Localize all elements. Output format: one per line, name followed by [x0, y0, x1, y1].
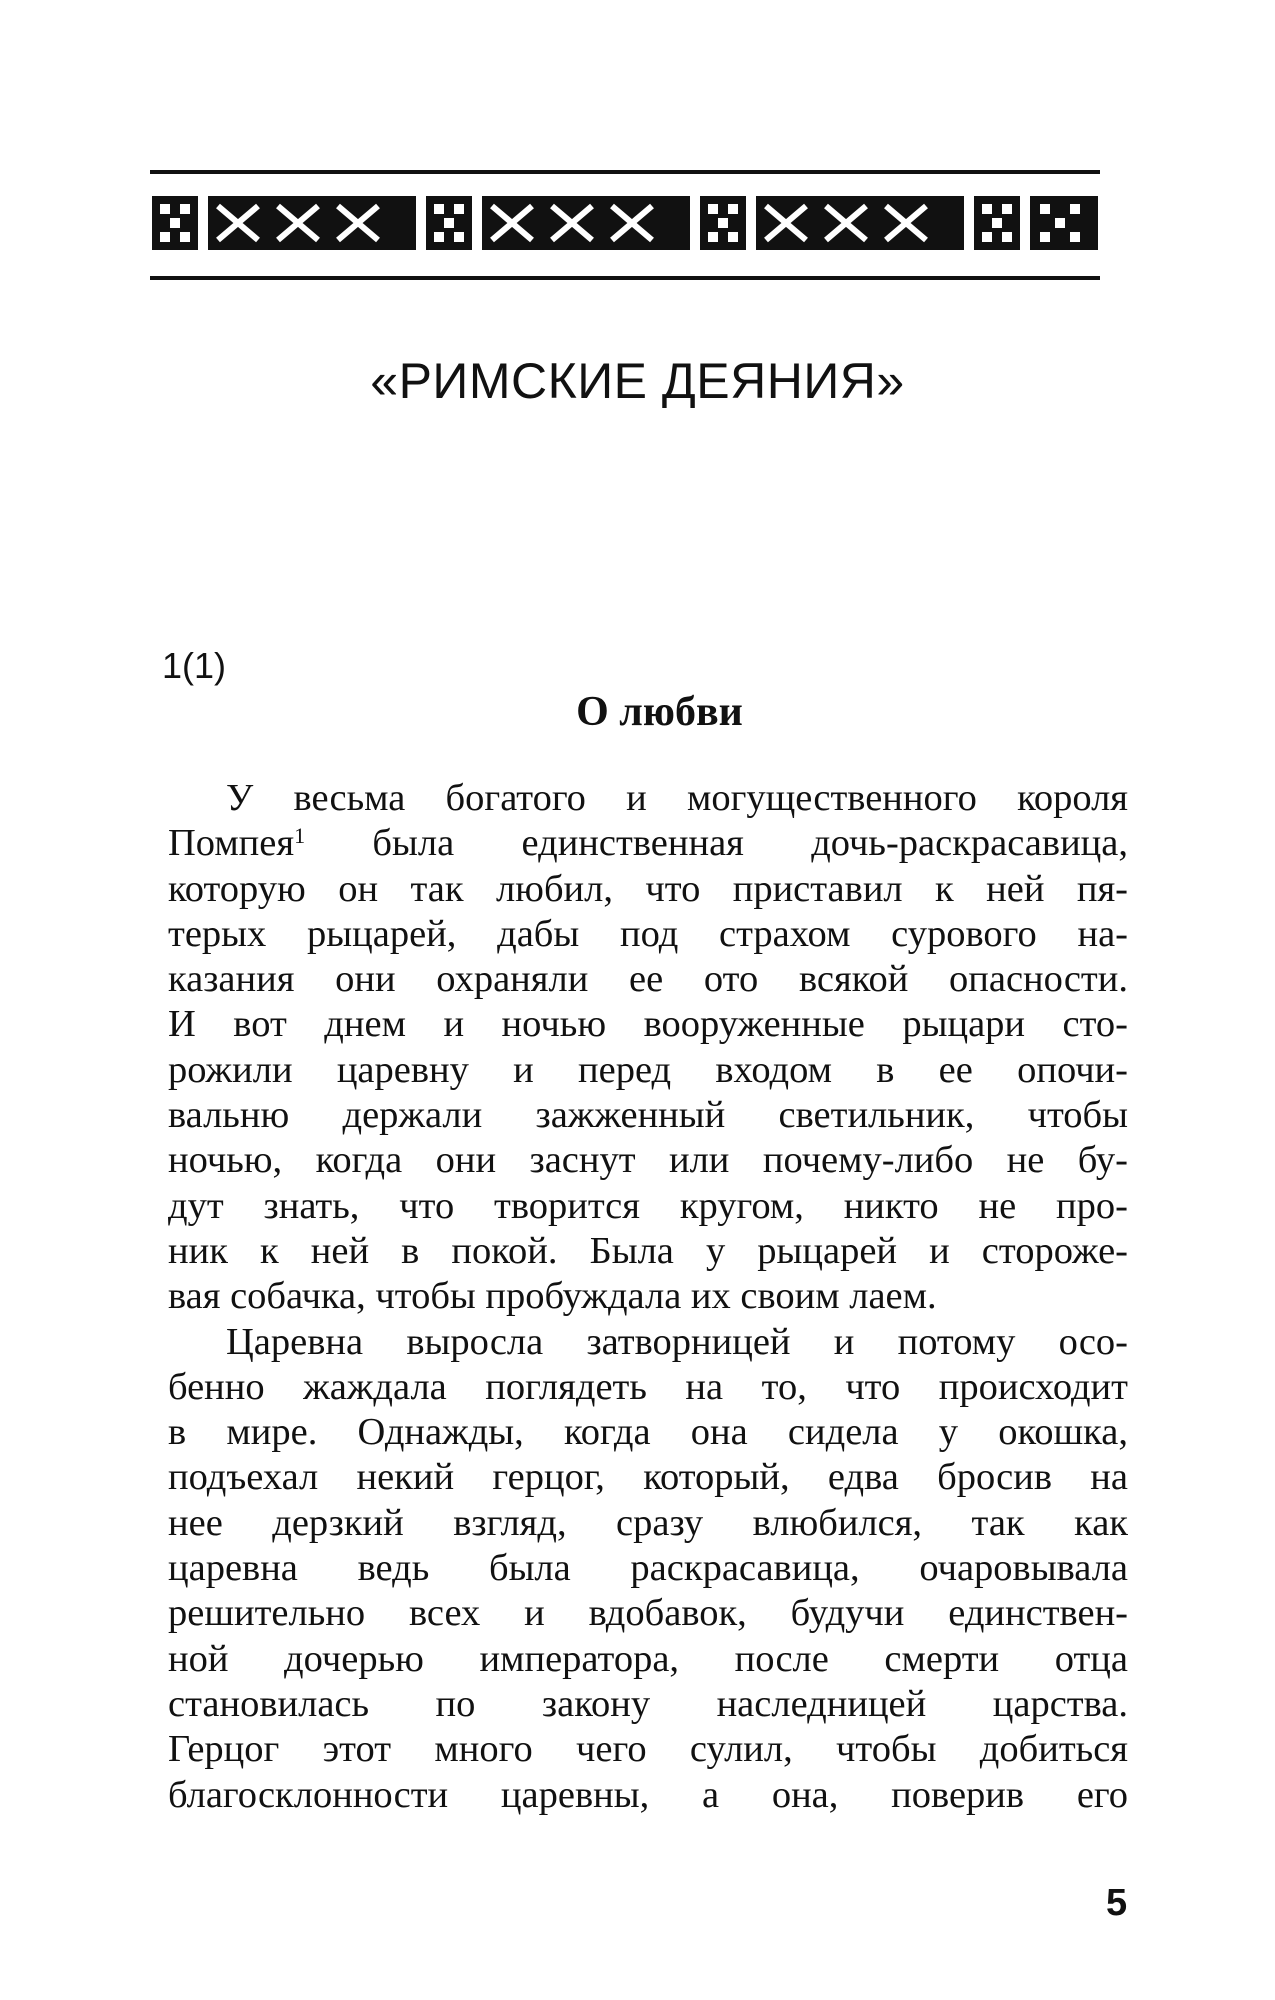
text-line: ник к ней в покой. Была у рыцарей и стороже- — [168, 1229, 1128, 1272]
text-line: становилась по закону наследницей царства. — [168, 1682, 1128, 1725]
text-fragment: была единственная дочь-раскрасавица, — [305, 822, 1128, 865]
text-line: которую он так любил, что приставил к ней пя- — [168, 867, 1128, 910]
text-line — [168, 821, 1128, 866]
text-line: царевна ведь была раскрасавица, очаровывала — [168, 1547, 1128, 1590]
text-line: бенно жаждала поглядеть на то, что происходит — [168, 1365, 1128, 1408]
text-line: подъехал некий герцог, который, едва бросив на — [168, 1456, 1128, 1499]
story-number: 1(1) — [162, 645, 227, 686]
text-line: казания они охраняли ее ото всякой опасности. — [168, 958, 1128, 1001]
ornamental-border — [150, 170, 1100, 280]
text-line: нее дерзкий взгляд, сразу влюбился, так как — [168, 1501, 1128, 1544]
text-line: благосклонности царевны, а она, поверив его — [168, 1773, 1128, 1816]
footnote-marker[interactable]: 1 — [294, 823, 306, 849]
text-line: терых рыцарей, дабы под страхом сурового на- — [168, 912, 1128, 955]
text-line: в мире. Однажды, когда она сидела у окошка, — [168, 1411, 1128, 1454]
text-line: рожили царевну и перед входом в ее опочи- — [168, 1048, 1128, 1091]
section-title: «РИМСКИЕ ДЕЯНИЯ» — [370, 353, 905, 409]
story-text — [168, 776, 1128, 1818]
text-fragment: Помпея — [168, 822, 295, 865]
text-line: дут знать, что творится кругом, никто не про- — [168, 1184, 1128, 1227]
page-number: 5 — [1106, 1882, 1128, 1924]
text-line: Царевна выросла затворницей и потому осо- — [226, 1320, 1128, 1363]
text-line: И вот днем и ночью вооруженные рыцари сто- — [168, 1003, 1128, 1046]
text-line: ной дочерью императора, после смерти отца — [168, 1637, 1128, 1680]
text-line: У весьма богатого и могущественного короля — [226, 777, 1128, 819]
text-line: вальню держали зажженный светильник, чтобы — [168, 1094, 1128, 1137]
text-line: ночью, когда они заснут или почему-либо не бу- — [168, 1139, 1128, 1182]
text-line: решительно всех и вдобавок, будучи единствен- — [168, 1592, 1128, 1635]
text-line: Герцог этот много чего сулил, чтобы добиться — [168, 1728, 1128, 1771]
story-title: О любви — [576, 689, 743, 735]
text-line: вая собачка, чтобы пробуждала их своим лаем. — [168, 1275, 937, 1318]
